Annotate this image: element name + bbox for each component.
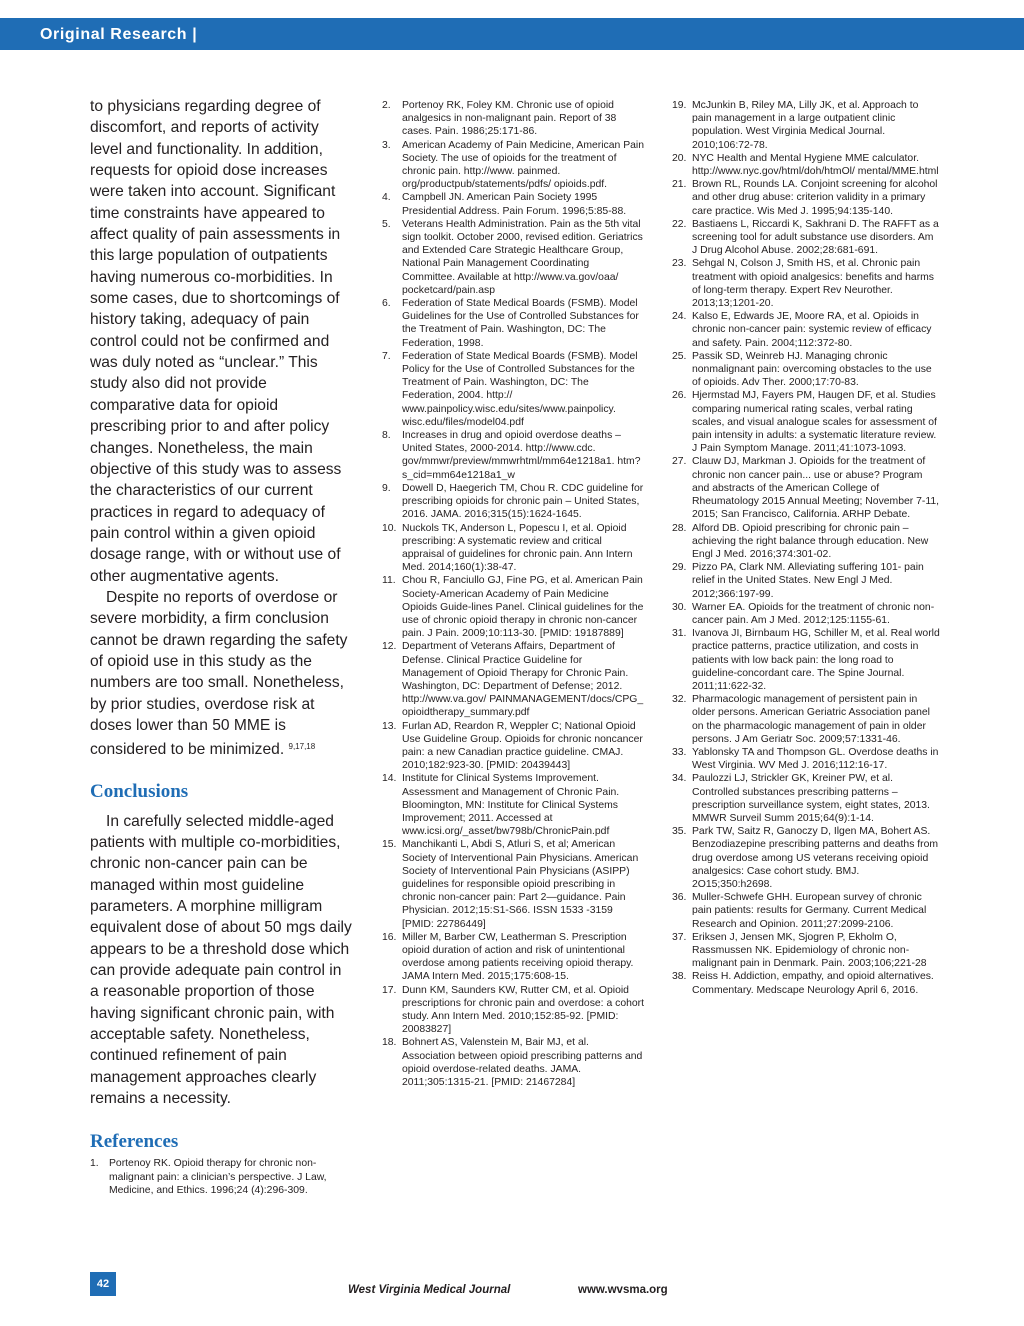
reference-number: 34.: [672, 773, 687, 785]
reference-number: 9.: [382, 482, 391, 494]
reference-item: [382, 99, 644, 139]
reference-text: Furlan AD, Reardon R, Weppler C; National Opioid Use Guideline Group. Opioids for chronic noncancer pain: a new Canadian practice guideline. CMAJ. 2010;182:923-30. [PMID: 20439443]: [402, 720, 643, 772]
references-heading: References: [90, 1131, 179, 1153]
reference-number: 29.: [672, 562, 687, 574]
reference-number: 20.: [672, 152, 687, 164]
reference-text: Paulozzi LJ, Strickler GK, Kreiner PW, et al. Controlled substances prescribing patterns – prescription surveillance system, eight states, 2013. MMWR Surveil Summ 2015;64(9):1-14.: [692, 773, 930, 824]
reference-text: Yablonsky TA and Thompson GL. Overdose deaths in West Virginia. WV Med J. 2016;112:16-17.: [692, 746, 939, 772]
reference-number: 25.: [672, 350, 687, 362]
reference-number: 14.: [382, 773, 397, 785]
reference-text: American Academy of Pain Medicine, American Pain Society. The use of opioids for the treatment of chronic pain. http://www. painmed. org/productpub/statements/pdfs/ opioids.pdf.: [402, 139, 644, 191]
reference-number: 21.: [672, 179, 687, 191]
reference-item: [382, 139, 644, 192]
reference-item: [382, 522, 644, 575]
reference-item: [382, 772, 644, 838]
reference-text: Manchikanti L, Abdi S, Atluri S, et al; American Society of Interventional Pain Physicians. American Society of Interventional Pain Physicians (ASIPP) guidelines for responsible opioid prescribing in chronic non-cancer pain: Part 2—guidance. Pain Physician. 2012;15:S1-S66. ISSN 1533 -3159 [PMID: 22786449]: [402, 839, 639, 930]
reference-item: [672, 389, 940, 455]
reference-number: 22.: [672, 218, 687, 230]
reference-text: Institute for Clinical Systems Improvement. Assessment and Management of Chronic Pain. Bloomington, MN: Institute for Clinical Systems Improvement; 2011. Accessed at www.icsi.org/_asset/bw798b/ChronicPain.pdf: [402, 773, 620, 838]
reference-item: [382, 482, 644, 522]
reference-text: Bohnert AS, Valenstein M, Bair MJ, et al. Association between opioid prescribing patterns and opioid overdose-related deaths. JAMA. 2011;305:1315-21. [PMID: 21467284]: [402, 1037, 643, 1089]
reference-text: Kalso E, Edwards JE, Moore RA, et al. Opioids in chronic non-cancer pain: systemic review of efficacy and safety. Pain. 2004;112:372-80.: [692, 311, 932, 349]
body-paragraph-text: Despite no reports of overdose or severe morbidity, a firm conclusion cannot be drawn regarding the safety of opioid use in this study as the numbers are too small. Nonetheless, by prior studies, overdose risk at doses lower than 50 MME is considered to be minimized.: [90, 588, 348, 759]
page-number: 42: [96, 1278, 110, 1290]
reference-text: Passik SD, Weinreb HJ. Managing chronic nonmalignant pain: overcoming obstacles to the use of opioids. Adv Ther. 2000;17:70-83.: [692, 350, 932, 389]
reference-number: 26.: [672, 390, 687, 402]
reference-item: [672, 825, 940, 891]
reference-number: 6.: [382, 298, 391, 310]
reference-number: 27.: [672, 456, 687, 468]
reference-number: 7.: [382, 350, 391, 362]
reference-number: 5.: [382, 218, 391, 230]
reference-number: 11.: [382, 575, 396, 587]
reference-text: Portenoy RK, Foley KM. Chronic use of opioid analgesics in non-malignant pain. Report of 38 cases. Pain. 1986;25:171-86.: [402, 100, 617, 138]
reference-text: Increases in drug and opioid overdose deaths – United States, 2000-2014. http://www.cdc. gov/mmwr/preview/mmwrhtml/mm64e1218a1. htm?s_cid=mm64e1218a1_w: [402, 430, 641, 481]
reference-number: 1.: [90, 1158, 99, 1170]
reference-number: 35.: [672, 826, 687, 838]
reference-item: [672, 601, 940, 627]
reference-number: 12.: [382, 641, 397, 653]
reference-text: Park TW, Saitz R, Ganoczy D, Ilgen MA, Bohert AS. Benzodiazepine prescribing patterns and deaths from drug overdose among US veterans receiving opioid analgesics: Case cohort study. BMJ. 2O15;350:h2698.: [692, 826, 939, 890]
reference-item: [672, 693, 940, 746]
reference-item: [382, 931, 644, 984]
conclusions-paragraph: In carefully selected middle-aged patients with multiple co-morbidities, chronic non-cancer pain can be managed within most guideline parameters. A morphine milligram equivalent dose of about 50 mgs daily appears to be a threshold dose which can provide adequate pain control in a reasonable proportion of those having significant chronic pain, with acceptable safety. Nonetheless, continued refinement of pain management approaches clearly remains a necessity.: [90, 812, 352, 1108]
reference-list: [90, 1157, 352, 1197]
column-2: [382, 99, 644, 1089]
reference-item: [382, 640, 644, 719]
reference-text: Brown RL, Rounds LA. Conjoint screening for alcohol and other drug abuse: criterion validity in a primary care practice. Wis Med J. 1995;94:135-140.: [692, 179, 938, 217]
reference-text: Nuckols TK, Anderson L, Popescu I, et al. Opioid prescribing: A systematic review and critical appraisal of guidelines for chronic pain. Ann Intern Med. 2014;160(1):38-47.: [402, 522, 633, 574]
reference-text: McJunkin B, Riley MA, Lilly JK, et al. Approach to pain management in a large outpatient clinic population. West Virginia Medical Journal. 2010;106:72-78.: [692, 100, 919, 151]
reference-item: [90, 1157, 352, 1197]
reference-number: 18.: [382, 1037, 397, 1049]
reference-text: Muller-Schwefe GHH. European survey of chronic pain patients: results for Germany. Current Medical Research and Opinion. 2011;27:2099-2106.: [692, 892, 927, 930]
reference-item: [382, 429, 644, 482]
header-bar: [0, 18, 1024, 50]
reference-text: Portenoy RK. Opioid therapy for chronic non-malignant pain: a clinician’s perspective. J Law, Medicine, and Ethics. 1996;24 (4):296-309.: [109, 1158, 327, 1196]
reference-item: [382, 984, 644, 1037]
reference-item: [672, 522, 940, 562]
reference-text: Hjermstad MJ, Fayers PM, Haugen DF, et al. Studies comparing numerical rating scales, verbal rating scales, and visual analogue scales for assessment of pain intensity in adults: a systematic literature review. J Pain Symptom Manage. 2011;41:1073-1093.: [692, 390, 937, 455]
reference-list: [382, 99, 644, 1089]
reference-item: [672, 970, 940, 996]
reference-text: Clauw DJ, Markman J. Opioids for the treatment of chronic non cancer pain... use or abuse? Program and abstracts of the American College of Rheumatology 2015 Annual Meeting; November 7-11, 2015; San Francisco, California. ARHP Debate.: [692, 456, 940, 521]
reference-number: 8.: [382, 430, 391, 442]
reference-item: [382, 1036, 644, 1089]
citation-superscript: 9,17,18: [288, 742, 316, 752]
reference-text: Reiss H. Addiction, empathy, and opioid alternatives. Commentary. Medscape Neurology April 6, 2016.: [692, 971, 934, 996]
reference-text: Bastiaens L, Riccardi K, Sakhrani D. The RAFFT as a screening tool for adult substance use disorders. Am J Drug Alcohol Abuse. 2002;28:681-691.: [692, 218, 939, 257]
body-paragraph: [90, 587, 352, 761]
reference-number: 24.: [672, 311, 687, 323]
reference-item: [672, 218, 940, 258]
reference-number: 13.: [382, 720, 397, 732]
reference-text: Federation of State Medical Boards (FSMB). Model Guidelines for the Use of Controlled Substances for the Treatment of Pain. Washington, DC: The Federation, 1998.: [402, 298, 639, 349]
reference-number: 3.: [382, 139, 391, 151]
reference-number: 36.: [672, 892, 687, 904]
reference-item: [382, 297, 644, 350]
reference-item: [672, 772, 940, 825]
reference-item: [672, 455, 940, 521]
reference-number: 23.: [672, 258, 687, 270]
reference-list: [672, 99, 940, 997]
reference-text: Miller M, Barber CW, Leatherman S. Prescription opioid duration of action and risk of unintentional overdose among patients receiving opioid therapy. JAMA Intern Med. 2015;175:608-15.: [402, 931, 634, 983]
reference-item: [672, 627, 940, 693]
reference-number: 28.: [672, 522, 687, 534]
reference-text: Pharmacologic management of persistent pain in older persons. American Geriatric Association panel on the pharmacologic management of pain in older persons. J Am Geriatr Soc. 2009;57:1331-46.: [692, 694, 930, 745]
reference-text: Chou R, Fanciullo GJ, Fine PG, et al. American Pain Society-American Academy of Pain Medicine Opioids Guide-lines Panel. Clinical guidelines for the use of chronic opioid therapy in chronic non-cancer pain. J Pain. 2009;10:113-30. [PMID: 19187889]: [402, 575, 644, 640]
reference-item: [672, 561, 940, 601]
reference-text: Campbell JN. American Pain Society 1995 Presidential Address. Pain Forum. 1996;5:85-88.: [402, 192, 627, 217]
reference-text: Pizzo PA, Clark NM. Alleviating suffering 101- pain relief in the United States. New Engl J Med. 2012;366:197-99.: [692, 562, 924, 600]
reference-number: 17.: [382, 984, 397, 996]
reference-item: [672, 178, 940, 218]
reference-text: Alford DB. Opioid prescribing for chronic pain – achieving the right balance through education. New Engl J Med. 2016;374:301-02.: [692, 522, 929, 560]
reference-number: 37.: [672, 931, 687, 943]
reference-number: 2.: [382, 100, 391, 111]
body-paragraph: to physicians regarding degree of discomfort, and reports of activity level and functionality. In addition, requests for opioid dose increases were taken into account. Significant time constraints have appeared to affect quality of pain assessments in this large population of outpatients having numerous co-morbidities. In some cases, due to shortcomings of history taking, adequacy of pain control could not be confirmed and was duly noted as “unclear.” This study also did not provide comparative data for opioid prescribing prior to and after policy changes. Nonetheless, the main objective of this study was to assess the characteristics of our current practices in regard to adequacy of pain control within a given opioid dosage range, with or without use of other augmentative agents.: [90, 98, 342, 585]
reference-number: 38.: [672, 971, 687, 983]
reference-text: Dowell D, Haegerich TM, Chou R. CDC guideline for prescribing opioids for chronic pain – United States, 2016. JAMA. 2016;315(15):1624-1645.: [402, 482, 644, 521]
reference-item: [382, 350, 644, 429]
reference-text: Department of Veterans Affairs, Department of Defense. Clinical Practice Guideline for Management of Opioid Therapy for Chronic Pain. Washington, DC: Department of Defense; 2012. http://www.va.gov/ PAINMANAGEMENT/docs/CPG_ opioidtherapy_summary.pdf: [402, 641, 644, 719]
column-3: [672, 99, 940, 997]
reference-number: 32.: [672, 694, 687, 706]
reference-item: [672, 257, 940, 310]
reference-number: 33.: [672, 746, 687, 758]
footer-journal-name: West Virginia Medical Journal: [348, 1284, 511, 1296]
reference-text: Warner EA. Opioids for the treatment of chronic non-cancer pain. Am J Med. 2012;125:1155-61.: [692, 601, 935, 626]
reference-number: 10.: [382, 522, 397, 534]
reference-item: [672, 99, 940, 152]
reference-item: [672, 310, 940, 350]
reference-text: NYC Health and Mental Hygiene MME calculator. http://www.nyc.gov/html/doh/htmOl/ mental/MME.html: [692, 152, 939, 178]
reference-item: [672, 746, 940, 772]
reference-item: [382, 191, 644, 217]
page-number-badge: [90, 1272, 116, 1296]
reference-text: Federation of State Medical Boards (FSMB). Model Policy for the Use of Controlled Substances for the Treatment of Pain. Washington, DC: The Federation, 2004. http:// www.painpolicy.wisc.edu/sites/www.painpolicy. wisc.edu/files/model04.pdf: [402, 350, 638, 428]
reference-item: [382, 720, 644, 773]
conclusions-heading: Conclusions: [90, 780, 189, 802]
column-1: [90, 96, 352, 1197]
reference-item: [672, 931, 940, 971]
reference-item: [382, 838, 644, 930]
section-label: Original Research |: [40, 26, 198, 43]
reference-number: 4.: [382, 192, 391, 204]
reference-item: [672, 152, 940, 178]
reference-item: [382, 218, 644, 297]
reference-text: Sehgal N, Colson J, Smith HS, et al. Chronic pain treatment with opioid analgesics: benefits and harms of long-term therapy. Expert Rev Neurother. 2013;13;1201-20.: [692, 258, 935, 310]
reference-text: Eriksen J, Jensen MK, Sjogren P, Ekholm O, Rassmussen NK. Epidemiology of chronic non-malignant pain in Denmark. Pain. 2003;106;221-28: [692, 931, 927, 970]
reference-item: [672, 891, 940, 931]
reference-number: 19.: [672, 100, 687, 111]
reference-item: [382, 574, 644, 640]
reference-item: [672, 350, 940, 390]
reference-number: 16.: [382, 931, 397, 943]
reference-text: Dunn KM, Saunders KW, Rutter CM, et al. Opioid prescriptions for chronic pain and overdose: a cohort study. Ann Intern Med. 2010;152:85-92. [PMID: 20083827]: [402, 984, 645, 1036]
reference-number: 15.: [382, 839, 397, 851]
reference-number: 31.: [672, 628, 687, 640]
reference-text: Veterans Health Administration. Pain as the 5th vital sign toolkit. October 2000, revised edition. Geriatrics and Extended Care Strategic Healthcare Group, National Pain Management Coordinating Committee. Available at http://www.va.gov/oaa/ pocketcard/pain.asp: [402, 218, 643, 296]
reference-text: Ivanova JI, Birnbaum HG, Schiller M, et al. Real world practice patterns, practice utilization, and costs in patients with low back pain: the long road to guideline-concordant care. The Spine Journal. 2011;11:622-32.: [692, 628, 940, 692]
reference-number: 30.: [672, 601, 687, 613]
footer-url: www.wvsma.org: [578, 1284, 668, 1296]
